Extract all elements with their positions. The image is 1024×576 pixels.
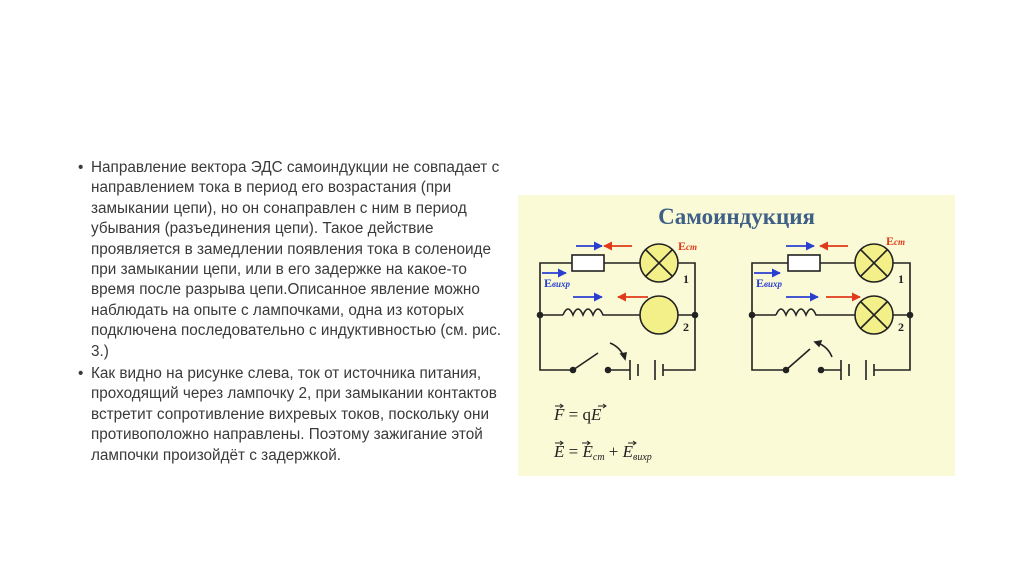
lamp-2-icon — [855, 296, 893, 334]
lamp-1-label: 1 — [683, 272, 689, 286]
junction-dot — [693, 313, 698, 318]
lamp-1-icon — [640, 244, 678, 282]
self-induction-figure — [518, 195, 955, 476]
coil-icon — [563, 309, 605, 315]
formula-force: F = qE — [554, 405, 602, 424]
formulas — [553, 404, 652, 463]
lamp-2-label: 2 — [898, 320, 904, 334]
figure-svg — [518, 195, 955, 476]
junction-dot — [750, 313, 755, 318]
e-st-label: Eст — [886, 234, 906, 248]
lamp-2-label: 2 — [683, 320, 689, 334]
wire — [752, 315, 786, 370]
bullet-dot: • — [78, 365, 84, 383]
lamp-1-label: 1 — [898, 272, 904, 286]
coil-icon — [776, 309, 818, 315]
resistor-icon — [572, 255, 604, 271]
battery-icon — [841, 360, 874, 380]
resistor-icon — [788, 255, 820, 271]
lamp-1-icon — [855, 244, 893, 282]
bullet-dot: • — [78, 159, 84, 176]
e-vikhr-label: Eвихр — [756, 276, 783, 290]
formula-field: E = Eст + Eвихр — [554, 442, 652, 463]
battery-icon — [630, 360, 663, 380]
lamp-2-icon — [640, 289, 678, 334]
circuit-left — [538, 244, 698, 380]
bullet-text-1: Направление вектора ЭДС самоиндукции не совпадает с направлением тока в период его возрастания (при замыкании цепи), но он сонаправлен с ним в период убывания (разъединения цепи). Такое действие проявляется в замедлении появления тока в соленоиде при замыкании цепи, или в его задержке на какое-то время после разрыва цепи.Описанное явление можно наблюдать на опыте с лампочками, одна из которых подключена последовательно с индуктивностью (см. рис. 3.) — [91, 159, 502, 360]
e-vikhr-label: Eвихр — [544, 276, 571, 290]
wire — [540, 315, 573, 370]
bullet-item-1 — [78, 158, 503, 362]
junction-dot — [538, 313, 543, 318]
e-st-label: Eст — [678, 239, 698, 253]
figure-title: Самоиндукция — [658, 204, 815, 229]
bullet-text-2: Как видно на рисунке слева, ток от источника питания, проходящий через лампочку 2, при замыкании контактов встретит сопротивление вихревых токов, поскольку они противоположно направлены. Поэтому зажигание этой лампочки произойдёт с задержкой. — [91, 365, 497, 464]
junction-dot — [908, 313, 913, 318]
circuit-right — [750, 244, 913, 380]
bullet-list — [78, 158, 503, 468]
bullet-item-2 — [78, 364, 503, 466]
switch-icon — [784, 341, 833, 373]
switch-icon — [571, 343, 627, 373]
